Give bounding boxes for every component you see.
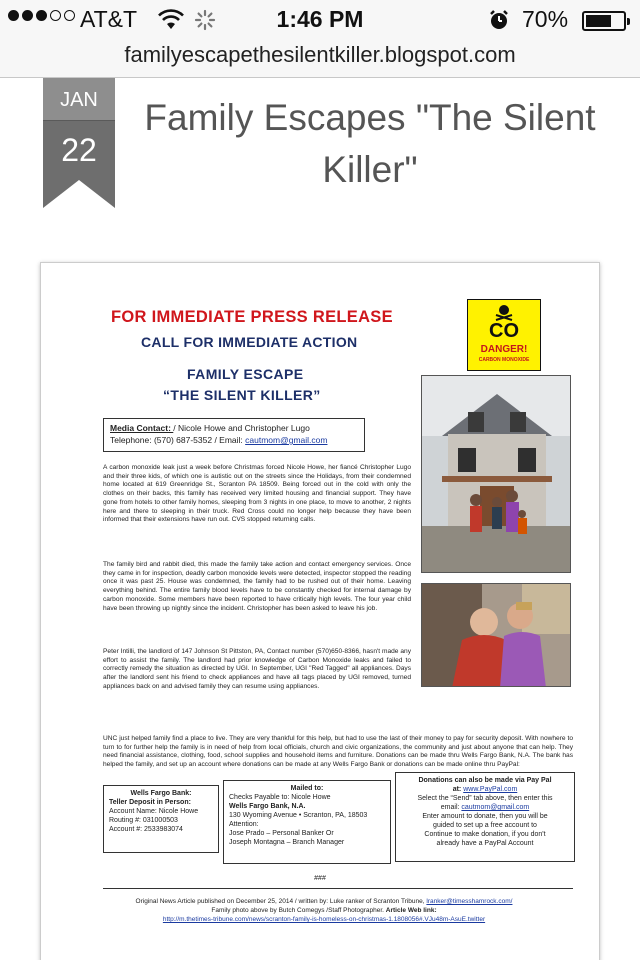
family-escape-heading: FAMILY ESCAPE [187,366,304,382]
paypal-email: cautmom@gmail.com [461,804,530,811]
account-name: Account Name: Nicole Howe [109,808,199,815]
paypal-donation-box [395,772,575,862]
article-paragraph-4: UNC just helped family find a place to live. They are very thankful for this help, but had to use the last of their money to pay for security deposit. With nowhere to turn to for further help the family is in need of help from local officials, church and civic organizations, the community and just about anyone that can help. They need financial assistance, clothing, food, school supplies and household items and furniture. Donations can be made thru Wells Fargo Bank, N.A. The bank has helped the family, and set up an account where donations can be made at any Wells Fargo Bank or donations can be made online thru PayPal: [103,735,573,769]
silent-killer-heading: “THE SILENT KILLER” [163,387,321,403]
teller-deposit-label: Teller Deposit in Person: [109,799,191,806]
end-marker: ### [314,875,326,882]
paypal-at: at: [452,786,464,793]
post-month: JAN [43,78,115,120]
media-contact-email: cautmom@gmail.com [245,435,328,445]
skull-crossbones-icon [493,303,515,321]
account-number: Account #: 2533983074 [109,826,183,833]
paypal-line-3: Enter amount to donate, then you will be [422,813,548,820]
badge-ribbon-tail [43,180,115,208]
danger-co-label: CO [489,320,519,342]
paypal-line-1: Select the “Send” tab above, then enter this [417,795,553,802]
credits-email-link: lranker@timesshamrock.com/ [426,898,513,905]
status-bar [0,0,640,40]
house-illustration [422,376,571,573]
media-contact-label: Media Contact: [110,423,174,433]
battery-percent: 70% [522,6,569,32]
paypal-line-2: email: [440,804,462,811]
battery-icon [582,11,626,31]
flyer-content [59,283,581,960]
post-date-badge [43,78,115,210]
post-title[interactable]: Family Escapes "The Silent Killer" [144,97,596,190]
mailed-line-6: Joseph Montagna – Branch Manager [229,839,345,846]
url-text: familyescapethesilentkiller.blogspot.com [124,42,516,67]
article-paragraph-2: The family bird and rabbit died, this made the family take action and contact emergency services. Once they came in for inspection, deadly carbon monoxide levels were detected, inspector stopped the reading once it was past 25. House was condemned, the family had to be rushed out of their home. Leaving everything behind. The entire family blood levels have to be constantly checked for internal damage by carbon monoxide. Some members have been reported to have critically high levels. The four year child have been throwing up nightly since the incident. Christopher has been asked to leave his job. [103,561,411,612]
mailed-line-5: Jose Prado – Personal Banker Or [229,830,334,837]
call-to-action-heading: CALL FOR IMMEDIATE ACTION [141,334,358,350]
article-paragraph-1: A carbon monoxide leak just a week before Christmas forced Nicole Howe, her fiancé Christopher Lugo and their three kids, of which one is autistic out on the streets since the Holidays, from their condemned home located at 619 Greenridge St., Scranton PA 18509. Being forced out in the cold with only the clothes on their backs, this family has received very limited housing and financial support. They have gone from hotels to other family homes, sleeping from 3 nights in one place, to move to another, 2 nights here and there to sleeping in their truck. Red Cross could no longer help because they have been informed that their extensions have run out. CVS stopped returning calls. [103,464,411,524]
routing-number: Routing #: 031000503 [109,817,178,824]
paypal-line-6: already have a PayPal Account [436,840,534,847]
media-contact-box [103,418,365,452]
mailed-to-box [223,780,391,864]
press-release-heading: FOR IMMEDIATE PRESS RELEASE [111,308,393,326]
paypal-link: www.PayPal.com [463,786,518,793]
mailed-line-4: Attention: [229,821,259,828]
mailed-line-2: Wells Fargo Bank, N.A. [229,803,306,810]
divider [103,888,573,889]
mailed-line-3: 130 Wyoming Avenue • Scranton, PA, 18503 [229,812,368,819]
alarm-clock-icon [488,9,510,31]
credits-line-2: Family photo above by Butch Comegys /Staff Photographer. [211,907,386,914]
mailed-line-1: Checks Payable to: Nicole Howe [229,794,331,801]
article-credits [89,897,559,924]
family-house-photo [421,375,571,573]
credits-web-link-label: Article Web link: [385,907,437,914]
wifi-icon [158,9,184,31]
activity-spinner-icon [194,9,216,31]
paypal-line-5: Continue to make donation, if you don't [424,831,546,838]
media-contact-names: / Nicole Howe and Christopher Lugo [173,423,310,433]
paypal-line-4: guided to set up a free account to [433,822,537,829]
post-day: 22 [43,120,115,180]
carrier-name: AT&T [80,6,138,32]
mailed-to-title: Mailed to: [290,785,324,792]
credits-web-link: http://m.thetimes-tribune.com/news/scranton-family-is-homeless-on-christmas-1.1808056#.VJu48m-AsuE.twitter [162,916,486,923]
address-bar[interactable] [0,40,640,78]
signal-strength-icon [8,10,75,21]
paypal-title: Donations can also be made via Pay Pal [418,777,552,784]
family-embrace-photo [421,583,571,687]
danger-subtitle: CARBON MONOXIDE [478,357,530,363]
wells-fargo-box [103,785,219,853]
status-time: 1:46 PM [276,6,364,32]
article-paragraph-3: Peter Intilli, the landlord of 147 Johnson St Pittston, PA, Contact number (570)650-8366, hasn't made any effort to assist the family. The landlord had prior knowledge of Carbon Monoxide leaks and failed to correctly remedy the situation as directed by UGI. In September, UGI "Red Tagged" all appliances. Days after the landlord sent his friend to check appliances and have all tags placed by UGI removed, turned appliances back on and advised family they can resume using appliances. [103,648,411,690]
carbon-monoxide-danger-sign [467,299,541,371]
media-contact-telephone: Telephone: (570) 687-5352 / Email: [110,435,246,445]
press-release-flyer-image[interactable] [40,262,600,960]
danger-word: DANGER! [480,344,528,355]
credits-line-1: Original News Article published on December 25, 2014 / written by: Luke ranker of Scranton Tribune, [135,898,427,905]
wells-fargo-title: Wells Fargo Bank: [130,790,192,797]
embrace-illustration [422,584,571,687]
